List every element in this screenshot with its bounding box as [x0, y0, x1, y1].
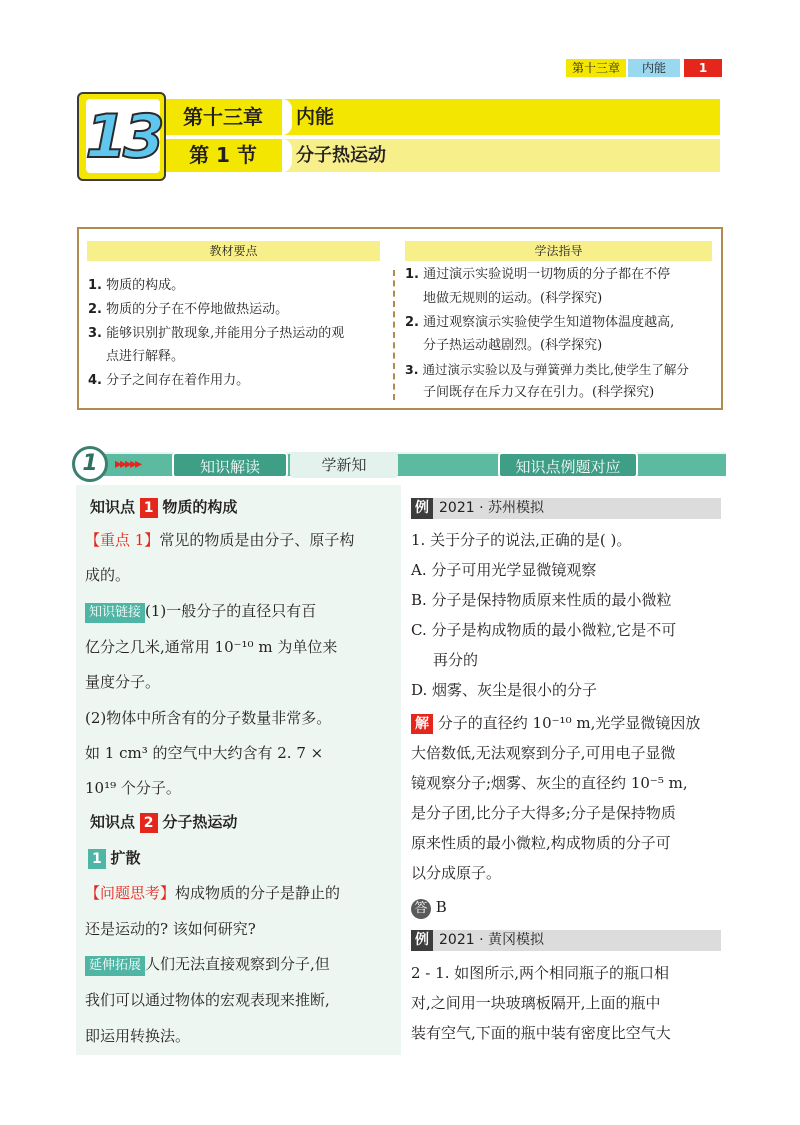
left-item: 3. 能够识别扩散现象,并能用分子热运动的观 [88, 326, 345, 341]
tab-learn-new: 学新知 [290, 452, 398, 478]
left-item: 1. 物质的构成。 [88, 278, 185, 293]
solution-line1: 解 分子的直径约 10⁻¹⁰ m,光学显微镜因放 [411, 710, 700, 736]
link-line2: 亿分之几米,通常用 10⁻¹⁰ m 为单位来 [85, 638, 338, 656]
q2-line2: 对,之间用一块玻璃板隔开,上面的瓶中 [411, 994, 661, 1012]
tab-example-match: 知识点例题对应 [498, 452, 638, 478]
option-a: A. 分子可用光学显微镜观察 [411, 561, 597, 579]
solution-line5: 原来性质的最小微粒,构成物质的分子可 [411, 834, 671, 852]
kp2-heading: 知识点 2 分子热运动 [90, 813, 238, 831]
ext-line1: 延伸拓展 人们无法直接观察到分子,但 [85, 951, 330, 977]
ext-line3: 即运用转换法。 [85, 1027, 191, 1045]
section-label: 第 1 节 [164, 139, 282, 172]
key1-line1: 【重点 1】常见的物质是由分子、原子构 [85, 531, 355, 549]
ext-line2: 我们可以通过物体的宏观表现来推断, [85, 991, 330, 1009]
bar-divider [282, 99, 292, 135]
p2-line2: 如 1 cm³ 的空气中大约含有 2. 7 × [85, 744, 324, 762]
example1-header: 例 2021 · 苏州模拟 [411, 498, 721, 519]
right-item-cont: 地做无规则的运动。(科学探究) [423, 291, 603, 306]
kp2-number: 2 [140, 813, 158, 833]
q2-line1: 2 - 1. 如图所示,两个相同瓶子的瓶口相 [411, 964, 669, 982]
q2-line3: 装有空气,下面的瓶中装有密度比空气大 [411, 1024, 671, 1042]
chapter-title: 内能 [296, 106, 335, 128]
key1-line2: 成的。 [85, 566, 131, 584]
left-item: 4. 分子之间存在着作用力。 [88, 373, 250, 388]
p2-line3: 10¹⁹ 个分子。 [85, 779, 181, 797]
question-line2: 还是运动的? 该如何研究? [85, 920, 256, 938]
page-number: 1 [684, 59, 722, 77]
answer-line: 答 B [411, 894, 447, 920]
p2-line1: (2)物体中所含有的分子数量非常多。 [85, 709, 332, 727]
left-item-cont: 点进行解释。 [106, 349, 185, 364]
link-line1: 知识链接 (1)一般分子的直径只有百 [85, 598, 316, 624]
example2-header: 例 2021 · 黄冈模拟 [411, 930, 721, 951]
right-item: 3. 通过演示实验以及与弹簧弹力类比,使学生了解分 [405, 362, 689, 377]
right-item-cont: 分子热运动越剧烈。(科学探究) [423, 338, 603, 353]
q1: 1. 关于分子的说法,正确的是( )。 [411, 531, 632, 549]
sub1-heading: 1 扩散 [88, 845, 141, 871]
solution-line3: 镜观察分子;烟雾、灰尘的直径约 10⁻⁵ m, [411, 774, 688, 792]
left-item: 2. 物质的分子在不停地做热运动。 [88, 302, 289, 317]
section-number-badge: 1 [72, 446, 108, 482]
objectives-right-heading: 学法指导 [405, 241, 712, 261]
chapter-number: 13 [85, 102, 161, 172]
solution-label: 解 [411, 714, 433, 734]
right-item: 2. 通过观察演示实验使学生知道物体温度越高, [405, 315, 675, 330]
arrow-icon: ▸▸▸▸▸ [115, 456, 141, 472]
right-item: 1. 通过演示实验说明一切物质的分子都在不停 [405, 267, 671, 282]
chapter-tag: 第十三章 [566, 59, 626, 77]
topic-tag: 内能 [628, 59, 680, 77]
kp1-heading: 知识点 1 物质的构成 [90, 498, 238, 516]
bar-divider-2 [282, 139, 292, 172]
solution-line6: 以分成原子。 [411, 864, 502, 882]
section-title: 分子热运动 [296, 145, 386, 166]
option-c: C. 分子是构成物质的最小微粒,它是不可 [411, 621, 677, 639]
tab-knowledge-reading: 知识解读 [172, 452, 288, 478]
answer-label: 答 [411, 899, 431, 919]
objectives-left-heading: 教材要点 [87, 241, 380, 261]
question-line1: 【问题思考】构成物质的分子是静止的 [85, 884, 341, 902]
link-line3: 量度分子。 [85, 673, 161, 691]
option-c-cont: 再分的 [433, 651, 479, 669]
right-item-cont: 子间既存在斥力又存在引力。(科学探究) [423, 385, 655, 400]
solution-line2: 大倍数低,无法观察到分子,可用电子显微 [411, 744, 676, 762]
solution-line4: 是分子团,比分子大得多;分子是保持物质 [411, 804, 676, 822]
objectives-divider [393, 270, 395, 400]
chapter-label: 第十三章 [164, 99, 282, 135]
option-d: D. 烟雾、灰尘是很小的分子 [411, 681, 598, 699]
option-b: B. 分子是保持物质原来性质的最小微粒 [411, 591, 672, 609]
kp1-number: 1 [140, 498, 158, 518]
